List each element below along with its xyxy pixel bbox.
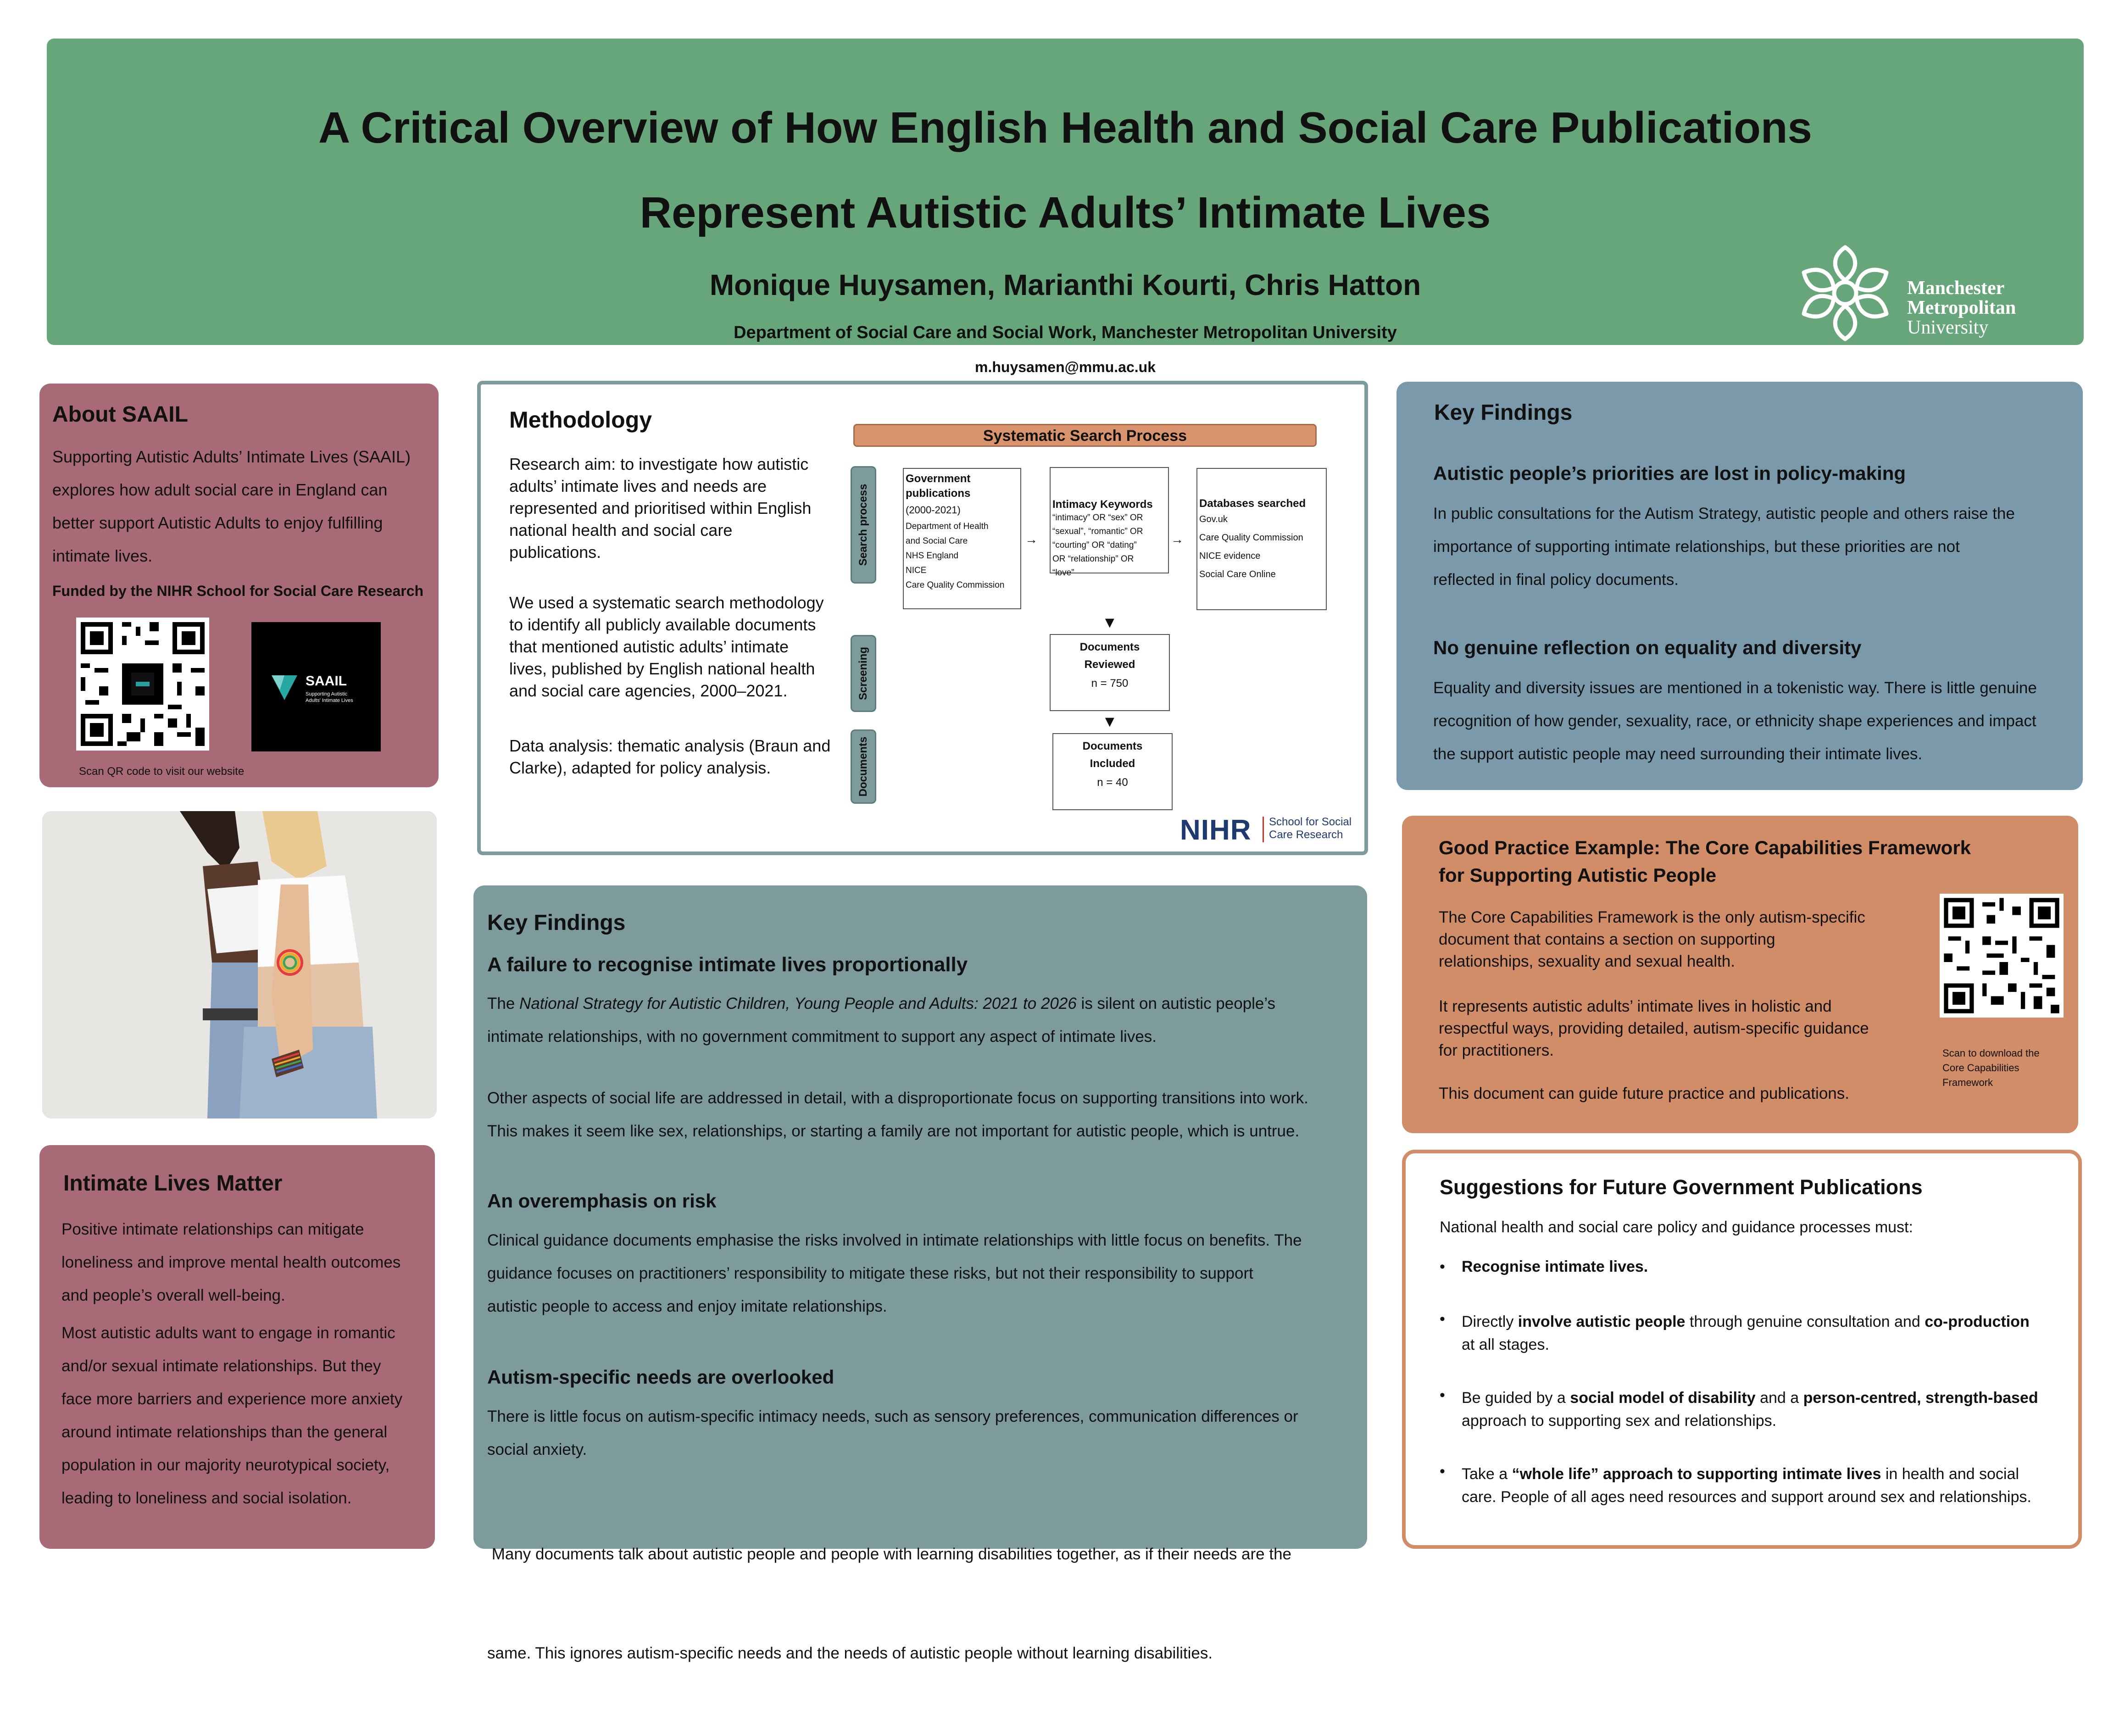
method-line: lives, published by English national health <box>509 659 815 678</box>
text-segment: Be guided by a <box>1462 1389 1570 1407</box>
intimate-heading: Intimate Lives Matter <box>63 1171 283 1196</box>
method-line: publications. <box>509 543 601 562</box>
good-practice-line: for practitioners. <box>1439 1041 1554 1059</box>
nihr-brand: NIHR <box>1180 814 1252 846</box>
arrow-right-icon: → <box>1025 532 1038 546</box>
affiliation: Department of Social Care and Social Work, Manchester Metropolitan University <box>734 323 1397 342</box>
key-findings-heading: Key Findings <box>487 911 626 935</box>
finding-3-para2 <box>487 1472 1359 1736</box>
database-item: Gov.uk <box>1199 514 1228 524</box>
good-practice-panel <box>1402 816 2078 1133</box>
method-line: national health and social care <box>509 521 733 540</box>
key-findings-side-heading: Key Findings <box>1434 401 1573 425</box>
qr-code-icon <box>1940 894 2064 1018</box>
finding-1-line: Other aspects of social life are addressed in detail, with a disproportionate focus on supporting transitions into work. <box>487 1089 1308 1107</box>
suggestion-4 <box>1462 1463 2076 1508</box>
stage-label: Screening <box>857 646 869 701</box>
gov-item: Department of Health <box>906 522 989 531</box>
suggestions-panel <box>1402 1150 2082 1549</box>
gov-item: Care Quality Commission <box>906 580 1005 590</box>
documents-reviewed-box <box>1050 634 1170 711</box>
finding-3-line: There is little focus on autism-specific intimacy needs, such as sensory preferences, communication differences or <box>487 1408 1298 1425</box>
method-line: represented and prioritised within English <box>509 499 812 517</box>
method-line: that mentioned autistic adults’ intimate <box>509 637 789 656</box>
bold-segment: involve autistic people <box>1518 1313 1686 1330</box>
keyword-line: “courting” OR “dating” <box>1052 540 1137 550</box>
saail-logo-sub2: Adults' Intimate Lives <box>306 698 353 703</box>
about-line: Supporting Autistic Adults’ Intimate Lives (SAAIL) <box>52 447 411 466</box>
saail-logo-title: SAAIL <box>306 673 347 689</box>
about-line: better support Autistic Adults to enjoy fulfilling <box>52 513 383 532</box>
nihr-line: Care Research <box>1269 829 1343 841</box>
text-segment: and a <box>1755 1389 1803 1407</box>
side-finding-1-heading: Autistic people’s priorities are lost in policy-making <box>1433 462 1906 484</box>
qr-caption-line: Core Capabilities <box>1942 1062 2019 1074</box>
good-practice-p3: This document can guide future practice and publications. <box>1439 1085 1849 1102</box>
included-count: n = 40 <box>1097 776 1128 789</box>
nihr-logo <box>1180 814 1363 846</box>
flow-title: Systematic Search Process <box>853 424 1317 447</box>
strategy-title: National Strategy for Autistic Children, Young People and Adults: 2021 to 2026 <box>519 995 1077 1013</box>
finding-3-heading: Autism-specific needs are overlooked <box>487 1366 834 1388</box>
finding-1-line <box>487 987 1359 1020</box>
intimate-para1-line: and people’s overall well-being. <box>61 1286 285 1304</box>
gov-years: (2000-2021) <box>906 504 961 516</box>
text-segment: Take a <box>1462 1465 1512 1483</box>
mmu-line-2: Metropolitan <box>1907 297 2016 318</box>
bullet-icon: • <box>1440 1463 1445 1480</box>
suggestion-3 <box>1462 1386 2076 1432</box>
intimate-para1-line: Positive intimate relationships can mitigate <box>61 1220 364 1238</box>
reviewed-title-line: Reviewed <box>1084 658 1135 671</box>
good-practice-p1 <box>1439 907 1865 973</box>
core-capabilities-qr-code[interactable] <box>1940 894 2064 1018</box>
bold-segment: social model of disability <box>1570 1389 1756 1407</box>
nihr-line: School for Social <box>1269 816 1352 828</box>
intimate-lives-panel <box>39 1145 435 1549</box>
gov-publications-box <box>903 468 1021 609</box>
text-segment: through genuine consultation and <box>1685 1313 1925 1330</box>
databases-title: Databases searched <box>1199 497 1306 510</box>
bullet-icon: • <box>1440 1310 1445 1328</box>
gov-item: and Social Care <box>906 536 968 546</box>
side-finding-line: the support autistic people may need surrounding their intimate lives. <box>1433 745 1923 763</box>
core-qr-caption <box>1942 1046 2040 1090</box>
mmu-line-3: University <box>1907 317 1989 338</box>
gov-title-line: Government <box>906 473 971 485</box>
good-practice-line: The Core Capabilities Framework is the only autism-specific <box>1439 908 1865 926</box>
suggestion-2-line1 <box>1462 1310 2076 1333</box>
reviewed-title <box>1051 639 1169 673</box>
arrow-down-icon: ▼ <box>1102 713 1118 730</box>
database-item: Care Quality Commission <box>1199 533 1303 543</box>
saail-logo-subtitle <box>306 691 353 704</box>
stage-screening <box>851 635 876 712</box>
gov-title-line: publications <box>906 487 971 500</box>
intimate-para2-line: Most autistic adults want to engage in romantic <box>61 1324 395 1342</box>
side-finding-2-text <box>1433 672 2037 771</box>
nihr-school-text <box>1269 816 1352 841</box>
suggestion-3-line2: approach to supporting sex and relationships. <box>1462 1412 1777 1430</box>
finding-1-para2 <box>487 1082 1363 1148</box>
intimate-para2-line: and/or sexual intimate relationships. But they <box>61 1357 381 1375</box>
intimate-para2-line: population in our majority neurotypical society, <box>61 1456 390 1474</box>
keywords-lines <box>1052 511 1166 580</box>
good-practice-heading-line: Good Practice Example: The Core Capabilities Framework <box>1439 837 1971 858</box>
gov-box-title <box>906 472 1018 501</box>
methodology-search <box>509 592 824 702</box>
side-finding-line: recognition of how gender, sexuality, race, or ethnicity shape experiences and impact <box>1433 712 2036 730</box>
text-segment: The <box>487 995 520 1013</box>
methodology-analysis <box>509 735 830 779</box>
included-title-line: Documents <box>1082 740 1143 752</box>
side-finding-line: In public consultations for the Autism Strategy, autistic people and others raise the <box>1433 505 2015 523</box>
arrow-right-icon: → <box>1171 532 1184 546</box>
nihr-divider <box>1263 817 1264 842</box>
finding-2-line: autistic people to access and enjoy imitate relationships. <box>487 1297 887 1315</box>
side-finding-2-heading: No genuine reflection on equality and diversity <box>1433 637 1862 658</box>
finding-2-text <box>487 1224 1359 1323</box>
about-line: intimate lives. <box>52 546 153 565</box>
good-practice-p2 <box>1439 996 1869 1062</box>
finding-3-para1 <box>487 1400 1359 1466</box>
good-practice-line: relationships, sexuality and sexual health. <box>1439 952 1735 970</box>
good-practice-line: It represents autistic adults’ intimate lives in holistic and <box>1439 997 1832 1015</box>
intimate-para2 <box>61 1317 402 1515</box>
qr-caption-line: Scan to download the <box>1942 1047 2040 1059</box>
database-item: Social Care Online <box>1199 569 1276 579</box>
databases-items <box>1199 510 1324 584</box>
stage-search-process <box>851 466 876 584</box>
finding-3-line: same. This ignores autism-specific needs and the needs of autistic people without learning disabilities. <box>487 1644 1213 1662</box>
reviewed-title-line: Documents <box>1079 641 1140 653</box>
mmu-wordmark <box>1907 278 2016 338</box>
qr-caption: Scan QR code to visit our website <box>79 765 245 778</box>
methodology-aim <box>509 453 811 563</box>
intimate-para1 <box>61 1213 401 1312</box>
about-saail-panel <box>39 384 439 787</box>
bullet-icon: • <box>1440 1386 1445 1404</box>
database-item: NICE evidence <box>1199 551 1261 561</box>
saail-logo-sub1: Supporting Autistic <box>306 691 348 697</box>
key-findings-side-panel <box>1396 382 2083 790</box>
good-practice-heading-line: for Supporting Autistic People <box>1439 864 1717 886</box>
method-line: Data analysis: thematic analysis (Braun and <box>509 736 831 755</box>
intimate-para1-line: loneliness and improve mental health outcomes <box>61 1253 401 1271</box>
qr-caption-line: Framework <box>1942 1077 1993 1088</box>
databases-box <box>1196 468 1327 610</box>
intimate-para2-line: face more barriers and experience more anxiety <box>61 1390 403 1408</box>
suggestion-1: Recognise intimate lives. <box>1462 1258 1648 1275</box>
included-title <box>1053 738 1172 773</box>
poster-header <box>47 39 2084 375</box>
key-findings-main-panel <box>473 885 1367 1662</box>
keyword-line: “love” <box>1052 568 1074 578</box>
finding-1-para1 <box>487 987 1359 1053</box>
mmu-logo <box>1790 234 2047 348</box>
gov-item: NHS England <box>906 551 959 561</box>
photo-illustration <box>42 811 437 1118</box>
suggestion-3-line1 <box>1462 1386 2076 1409</box>
method-line: Research aim: to investigate how autistic <box>509 455 809 473</box>
mmu-line-1: Manchester <box>1907 278 2005 299</box>
intimacy-keywords-box <box>1050 467 1169 578</box>
stage-label: Documents <box>857 736 869 797</box>
saail-triangle-icon <box>270 672 299 701</box>
bullet-icon: • <box>1440 1258 1445 1275</box>
documents-included-box <box>1052 733 1173 810</box>
suggestion-4-line1 <box>1462 1463 2076 1486</box>
couple-photo <box>42 811 437 1118</box>
text-segment: in health and social <box>1881 1465 2019 1483</box>
gov-items <box>906 519 1018 593</box>
finding-2-line: guidance focuses on practitioners’ responsibility to mitigate these risks, but not their responsibility to support <box>487 1264 1253 1282</box>
gov-item: NICE <box>906 566 927 575</box>
bold-segment: person-centred, strength-based <box>1803 1389 2038 1407</box>
finding-2-line: Clinical guidance documents emphasise the risks involved in intimate relationships with little focus on benefits. The <box>487 1231 1302 1249</box>
stage-documents <box>851 729 876 804</box>
poster-title-line1: A Critical Overview of How English Health and Social Care Publications <box>318 103 1812 152</box>
method-line: We used a systematic search methodology <box>509 593 824 612</box>
reviewed-count: n = 750 <box>1091 677 1129 690</box>
finding-3-line: Many documents talk about autistic people and people with learning disabilities together, as if their needs are the <box>487 1545 1292 1563</box>
good-practice-heading <box>1439 834 1971 889</box>
finding-1-heading: A failure to recognise intimate lives proportionally <box>487 953 968 976</box>
method-line: to identify all publicly available documents <box>509 615 816 634</box>
arrow-down-icon: ▼ <box>1102 614 1118 631</box>
contact-email[interactable]: m.huysamen@mmu.ac.uk <box>975 359 1156 375</box>
method-line: and social care agencies, 2000–2021. <box>509 681 788 700</box>
method-line: Clarke), adapted for policy analysis. <box>509 758 771 777</box>
saail-logo <box>251 622 381 751</box>
about-text <box>52 440 411 573</box>
suggestions-heading: Suggestions for Future Government Publications <box>1440 1175 1923 1199</box>
saail-website-qr-code[interactable] <box>76 618 209 751</box>
suggestion-2 <box>1462 1310 2076 1356</box>
finding-1-line: intimate relationships, with no government commitment to support any aspect of intimate lives. <box>487 1028 1157 1046</box>
finding-1-line: This makes it seem like sex, relationships, or starting a family are not important for autistic people, which is untrue. <box>487 1122 1300 1140</box>
side-finding-line: Equality and diversity issues are mentioned in a tokenistic way. There is little genuine <box>1433 679 2037 697</box>
about-line: explores how adult social care in England can <box>52 480 388 499</box>
poster-title-line2: Represent Autistic Adults’ Intimate Lives <box>640 188 1491 237</box>
funding-note: Funded by the NIHR School for Social Care Research <box>52 583 424 599</box>
side-finding-1-text <box>1433 497 2015 596</box>
method-line: adults’ intimate lives and needs are <box>509 477 767 495</box>
bold-segment: co-production <box>1925 1313 2030 1330</box>
side-finding-line: importance of supporting intimate relationships, but these priorities are not <box>1433 538 1960 556</box>
intimate-para2-line: leading to loneliness and social isolation. <box>61 1489 352 1507</box>
suggestion-2-line2: at all stages. <box>1462 1336 1549 1353</box>
keyword-line: “intimacy” OR “sex” OR <box>1052 513 1143 523</box>
text-segment: is silent on autistic people’s <box>1076 995 1276 1013</box>
authors: Monique Huysamen, Marianthi Kourti, Chris Hatton <box>709 268 1421 301</box>
qr-code-icon <box>76 618 209 751</box>
methodology-heading: Methodology <box>509 407 652 433</box>
good-practice-line: respectful ways, providing detailed, autism-specific guidance <box>1439 1019 1869 1037</box>
methodology-panel <box>477 381 1368 855</box>
suggestion-4-line2: care. People of all ages need resources and support around sex and relationships. <box>1462 1488 2031 1506</box>
finding-3-line: social anxiety. <box>487 1441 587 1458</box>
mmu-flower-icon <box>1790 238 1900 348</box>
good-practice-line: document that contains a section on supporting <box>1439 930 1775 948</box>
keyword-line: “sexual”, “romantic” OR <box>1052 527 1143 536</box>
bold-segment: “whole life” approach to supporting intimate lives <box>1512 1465 1881 1483</box>
suggestions-intro: National health and social care policy and guidance processes must: <box>1440 1219 1913 1236</box>
keywords-title: Intimacy Keywords <box>1052 498 1153 511</box>
stage-label: Search process <box>857 484 869 566</box>
included-title-line: Included <box>1090 757 1135 770</box>
about-heading: About SAAIL <box>52 402 188 427</box>
side-finding-line: reflected in final policy documents. <box>1433 571 1679 589</box>
finding-2-heading: An overemphasis on risk <box>487 1190 717 1212</box>
keyword-line: OR “relationship” OR <box>1052 554 1134 564</box>
text-segment: Directly <box>1462 1313 1518 1330</box>
intimate-para2-line: around intimate relationships than the general <box>61 1423 388 1441</box>
